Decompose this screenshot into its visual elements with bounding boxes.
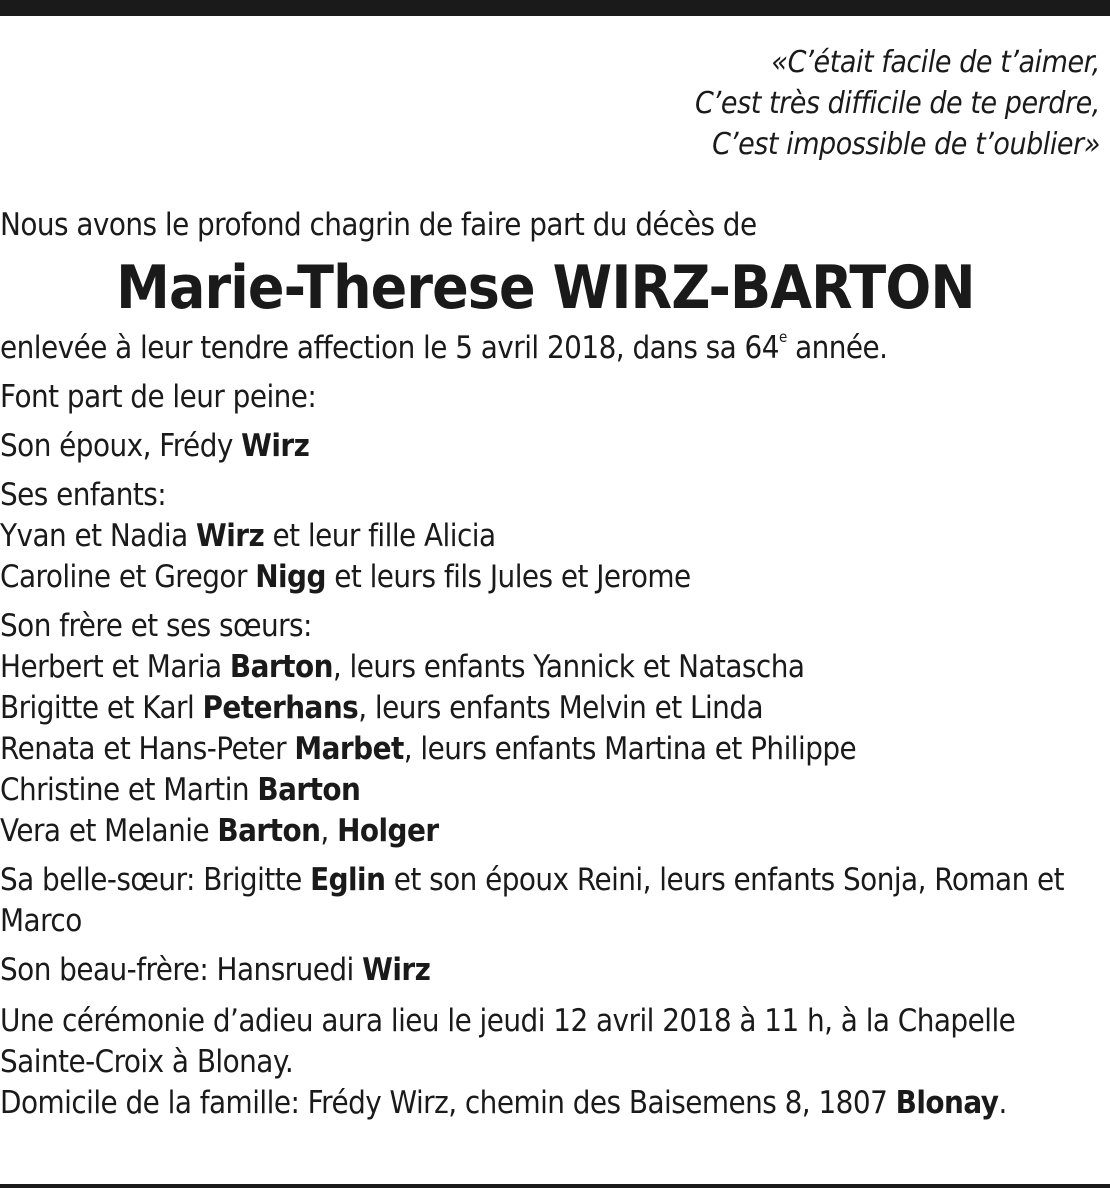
poem-line: «C’était facile de t’aimer, bbox=[771, 45, 1100, 80]
sister-in-law-line: Sa belle-sœur: Brigitte Eglin et son époux Reini, leurs enfants Sonja, Roman et Marco bbox=[0, 862, 1065, 939]
ordinal-suffix: e bbox=[778, 328, 787, 346]
intro-text: Nous avons le profond chagrin de faire part du décès de bbox=[0, 207, 757, 243]
poem-line: C’est très difficile de te perdre, bbox=[695, 86, 1100, 121]
list-item: Vera et Melanie Barton, Holger bbox=[0, 813, 439, 849]
spouse-line: Son époux, Frédy Wirz bbox=[0, 428, 310, 464]
list-item: Yvan et Nadia Wirz et leur fille Alicia bbox=[0, 518, 496, 554]
siblings-heading: Son frère et ses sœurs: bbox=[0, 608, 312, 644]
family-domicile: Domicile de la famille: Frédy Wirz, chemin des Baisemens 8, 1807 Blonay. bbox=[0, 1085, 1007, 1121]
list-item: Caroline et Gregor Nigg et leurs fils Jules et Jerome bbox=[0, 559, 691, 595]
deceased-name: Marie-Therese WIRZ-BARTON bbox=[116, 253, 975, 323]
mourners-heading: Font part de leur peine: bbox=[0, 379, 317, 415]
brother-in-law-line: Son beau-frère: Hansruedi Wirz bbox=[0, 952, 431, 988]
list-item: Christine et Martin Barton bbox=[0, 772, 361, 808]
death-notice: enlevée à leur tendre affection le 5 avril 2018, dans sa 64e année. bbox=[0, 328, 888, 366]
epigraph-poem bbox=[695, 42, 1100, 165]
list-item: Herbert et Maria Barton, leurs enfants Yannick et Natascha bbox=[0, 649, 805, 685]
poem-line: C’est impossible de t’oublier» bbox=[712, 127, 1100, 162]
children-heading: Ses enfants: bbox=[0, 477, 167, 513]
bottom-rule bbox=[0, 1184, 1110, 1188]
list-item: Renata et Hans-Peter Marbet, leurs enfants Martina et Philippe bbox=[0, 731, 857, 767]
ceremony-notice: Une cérémonie d’adieu aura lieu le jeudi 12 avril 2018 à 11 h, à la Chapelle Sainte-Croix à Blonay. bbox=[0, 1003, 1016, 1080]
list-item: Brigitte et Karl Peterhans, leurs enfants Melvin et Linda bbox=[0, 690, 764, 726]
top-rule bbox=[0, 0, 1110, 16]
obituary-body bbox=[0, 205, 1091, 1124]
